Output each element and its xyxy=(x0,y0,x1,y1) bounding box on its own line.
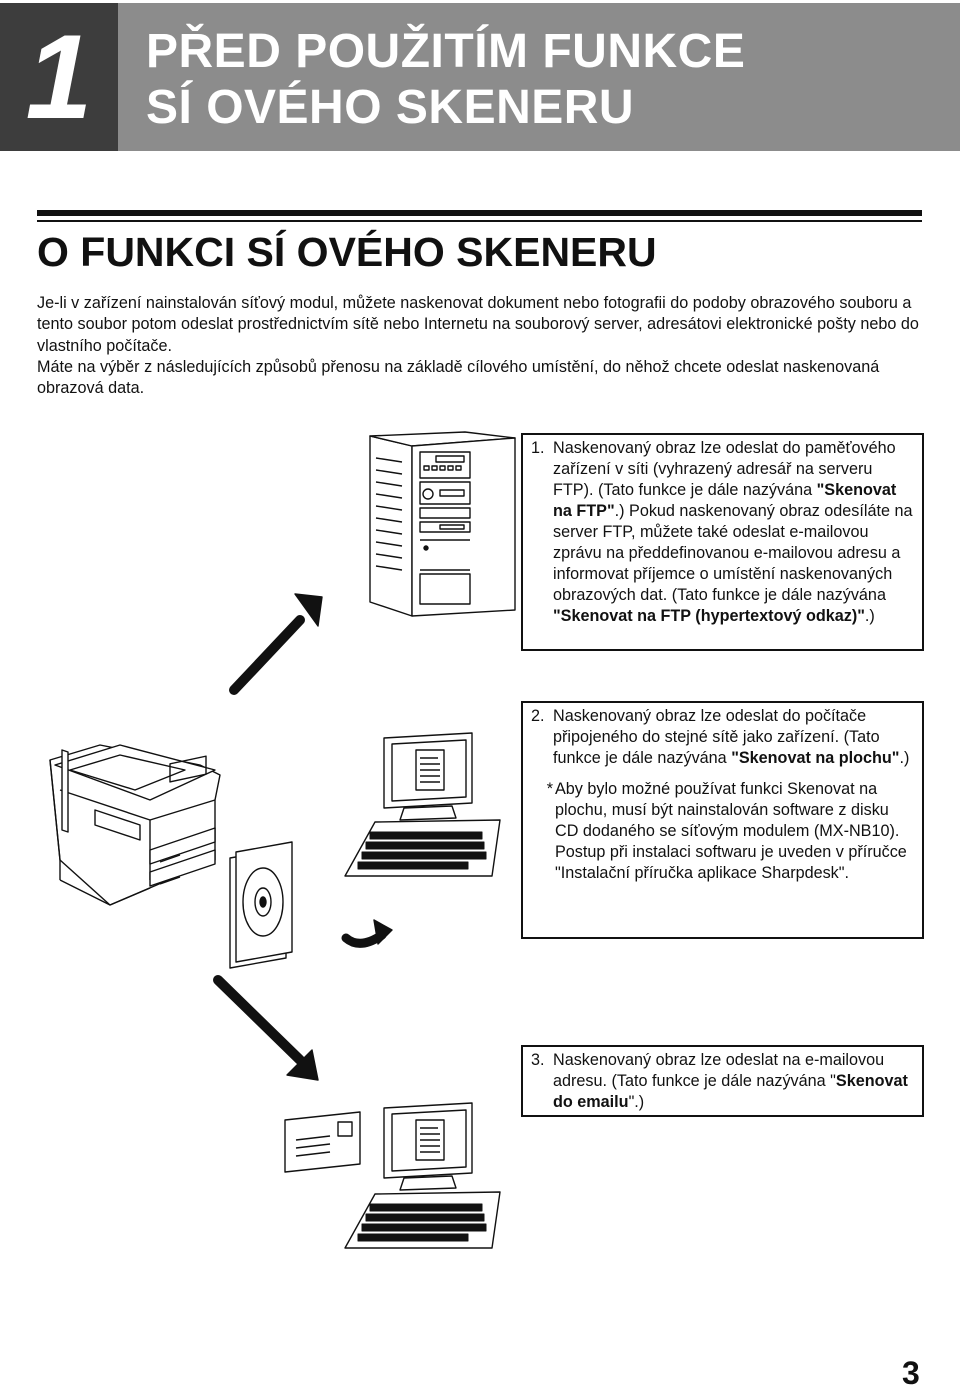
chapter-title-line2: SÍ OVÉHO SKENERU xyxy=(146,81,635,134)
desktop-computer-icon xyxy=(345,1103,500,1248)
email-envelope-icon xyxy=(285,1112,360,1172)
intro-paragraph-2: Máte na výběr z následujících způsobů přenosu na základě cílového umístění, do něhož chcete odeslat naskenovaná obrazová data. xyxy=(37,357,880,398)
option-number: 2. xyxy=(531,707,545,725)
arrow-icon xyxy=(218,980,318,1080)
option-text-part: .) xyxy=(899,749,910,767)
function-name-ftp-hyperlink: "Skenovat na FTP (hypertextový odkaz)" xyxy=(553,607,865,625)
desktop-computer-icon xyxy=(345,733,500,876)
page-number: 3 xyxy=(902,1355,920,1391)
option-text-part: ".) xyxy=(628,1093,645,1111)
server-tower-icon xyxy=(370,432,515,616)
option-text-part: Naskenovaný obraz lze odeslat do počítače připojeného do stejné sítě jako zařízení. (Tato funkce je dále nazývána xyxy=(553,707,880,767)
arrow-icon xyxy=(346,920,392,944)
function-name-desktop: "Skenovat na plochu" xyxy=(731,749,900,767)
chapter-title-line1: PŘED POUŽITÍM FUNKCE xyxy=(146,25,746,78)
option-number: 3. xyxy=(531,1051,545,1069)
option-text-part: .) Pokud naskenovaný obraz odesíláte na server FTP, můžete také odeslat e-mailovou zprávu na předdefinovanou e-mailovou adresu a informovat příjemce o umístění naskenovaných obrazových dat. (Tato funkce je dále nazývána xyxy=(553,502,913,604)
function-name-email: Skenovat do emailu xyxy=(553,1072,908,1111)
cd-case-icon xyxy=(230,842,292,968)
note-asterisk: * xyxy=(546,780,553,798)
copier-machine-icon xyxy=(50,745,220,905)
section-title: O FUNKCI SÍ OVÉHO SKENERU xyxy=(37,229,657,275)
note-text: Aby bylo možné používat funkci Skenovat na plochu, musí být nainstalován software z disku CD dodaného se síťovým modulem (MX-NB10). Postup při instalaci softwaru je uveden v příručce "Instalační příručka aplikace Sharpdesk". xyxy=(555,780,907,882)
option-text-part: Naskenovaný obraz lze odeslat na e-mailovou adresu. (Tato funkce je dále nazývána " xyxy=(553,1051,885,1090)
option-text-part: .) xyxy=(864,607,875,625)
intro-paragraph-1: Je-li v zařízení nainstalován síťový modul, můžete naskenovat dokument nebo fotografii do podoby obrazového souboru a tento soubor potom odeslat prostřednictvím sítě nebo Internetu na souborový server, adresátovi elektronické pošty nebo do vlastního počítače. xyxy=(37,294,919,355)
arrow-icon xyxy=(234,594,322,690)
option-text-part: Naskenovaný obraz lze odeslat do paměťového zařízení v síti (vyhrazený adresář na serveru FTP). (Tato funkce je dále nazývána xyxy=(553,439,896,499)
function-name-ftp: "Skenovat na FTP" xyxy=(553,481,897,520)
chapter-number: 1 xyxy=(0,3,118,151)
option-number: 1. xyxy=(531,439,545,457)
